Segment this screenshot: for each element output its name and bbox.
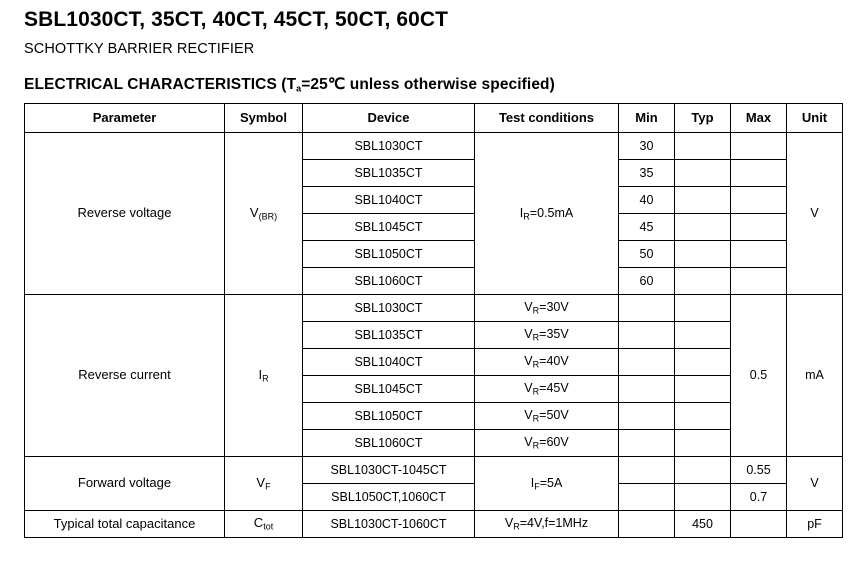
column-header-unit: Unit <box>787 104 843 133</box>
condition-rest: =5A <box>539 475 563 490</box>
test-condition-cell-reverse-voltage <box>475 133 619 295</box>
min-cell: 45 <box>619 214 675 241</box>
min-cell: 35 <box>619 160 675 187</box>
symbol-sub: (BR) <box>258 210 278 221</box>
condition-main: V <box>524 435 533 450</box>
typ-cell <box>675 241 731 268</box>
device-cell: SBL1040CT <box>303 187 475 214</box>
symbol-sub: F <box>265 480 271 491</box>
test-condition-cell <box>475 349 619 376</box>
max-cell <box>731 214 787 241</box>
condition-rest: =0.5mA <box>529 205 574 220</box>
page-subtitle: SCHOTTKY BARRIER RECTIFIER <box>24 41 255 57</box>
condition-sub: R <box>532 332 540 343</box>
device-cell: SBL1050CT <box>303 241 475 268</box>
symbol-main: V <box>249 204 259 220</box>
table-row <box>25 295 843 322</box>
condition-rest: =4V,f=1MHz <box>519 516 589 531</box>
electrical-characteristics-table-wrap <box>24 103 842 538</box>
page-title: SBL1030CT, 35CT, 40CT, 45CT, 50CT, 60CT <box>24 8 449 31</box>
condition-sub: R <box>523 210 530 221</box>
min-cell <box>619 430 675 457</box>
min-cell <box>619 457 675 484</box>
table-row <box>25 511 843 538</box>
device-cell: SBL1035CT <box>303 160 475 187</box>
device-cell: SBL1035CT <box>303 322 475 349</box>
test-condition-cell <box>475 376 619 403</box>
device-cell: SBL1060CT <box>303 268 475 295</box>
unit-cell-reverse-current: mA <box>787 295 843 457</box>
min-cell <box>619 295 675 322</box>
symbol-main: I <box>258 366 263 382</box>
section-heading: ELECTRICAL CHARACTERISTICS ($T_a=25℃$ unless otherwise specified) <box>24 76 555 94</box>
column-header-test-conditions: Test conditions <box>475 104 619 133</box>
max-cell: 0.55 <box>731 457 787 484</box>
test-condition-cell <box>475 295 619 322</box>
typ-cell <box>675 430 731 457</box>
unit-cell-reverse-voltage: V <box>787 133 843 295</box>
datasheet-page <box>0 8 866 571</box>
min-cell <box>619 511 675 538</box>
condition-sub: R <box>532 305 540 316</box>
condition-main: V <box>524 408 533 423</box>
column-header-device: Device <box>303 104 475 133</box>
table-row <box>25 457 843 484</box>
condition-sub: R <box>513 521 520 532</box>
condition-rest: =40V <box>539 354 569 369</box>
min-cell: 30 <box>619 133 675 160</box>
device-cell: SBL1030CT-1045CT <box>303 457 475 484</box>
condition-sub: R <box>532 440 540 451</box>
electrical-characteristics-table <box>24 103 843 538</box>
condition-main: V <box>524 354 533 369</box>
parameter-cell-typical-total-capacitance: Typical total capacitance <box>25 511 225 538</box>
typ-cell <box>675 349 731 376</box>
table-body <box>25 133 843 538</box>
unit-cell-typical-total-capacitance: pF <box>787 511 843 538</box>
device-cell: SBL1045CT <box>303 214 475 241</box>
typ-cell <box>675 403 731 430</box>
max-cell <box>731 511 787 538</box>
device-cell: SBL1045CT <box>303 376 475 403</box>
typ-cell <box>675 187 731 214</box>
min-cell <box>619 403 675 430</box>
condition-main: V <box>504 516 514 531</box>
device-cell: SBL1030CT-1060CT <box>303 511 475 538</box>
condition-rest: =45V <box>539 381 569 396</box>
condition-rest: =30V <box>539 300 569 315</box>
min-cell: 50 <box>619 241 675 268</box>
max-cell <box>731 268 787 295</box>
typ-cell <box>675 376 731 403</box>
device-cell: SBL1030CT <box>303 133 475 160</box>
column-header-max: Max <box>731 104 787 133</box>
table-row <box>25 133 843 160</box>
typ-cell <box>675 160 731 187</box>
symbol-sub: tot <box>263 521 274 532</box>
typ-cell: 450 <box>675 511 731 538</box>
test-condition-cell-forward-voltage <box>475 457 619 511</box>
symbol-cell-reverse-voltage <box>225 133 303 295</box>
typ-cell <box>675 322 731 349</box>
condition-sub: R <box>532 359 540 370</box>
condition-rest: =50V <box>539 408 569 423</box>
max-cell <box>731 160 787 187</box>
condition-main: V <box>524 327 533 342</box>
symbol-main: C <box>253 515 264 531</box>
symbol-cell-typical-total-capacitance <box>225 511 303 538</box>
table-header <box>25 104 843 133</box>
min-cell: 40 <box>619 187 675 214</box>
table-header-row <box>25 104 843 133</box>
device-cell: SBL1030CT <box>303 295 475 322</box>
symbol-main: V <box>256 474 266 490</box>
symbol-sub: R <box>262 372 269 383</box>
parameter-cell-reverse-current: Reverse current <box>25 295 225 457</box>
min-cell: 60 <box>619 268 675 295</box>
test-condition-cell <box>475 511 619 538</box>
device-cell: SBL1040CT <box>303 349 475 376</box>
test-condition-cell <box>475 322 619 349</box>
typ-cell <box>675 268 731 295</box>
column-header-min: Min <box>619 104 675 133</box>
device-cell: SBL1060CT <box>303 430 475 457</box>
condition-main: V <box>524 381 533 396</box>
typ-cell <box>675 214 731 241</box>
test-condition-cell <box>475 430 619 457</box>
device-cell: SBL1050CT <box>303 403 475 430</box>
column-header-symbol: Symbol <box>225 104 303 133</box>
condition-rest: =35V <box>539 327 569 342</box>
min-cell <box>619 349 675 376</box>
condition-main: I <box>519 205 524 220</box>
column-header-parameter: Parameter <box>25 104 225 133</box>
typ-cell <box>675 295 731 322</box>
parameter-cell-forward-voltage: Forward voltage <box>25 457 225 511</box>
symbol-cell-reverse-current <box>225 295 303 457</box>
typ-cell <box>675 484 731 511</box>
condition-main: V <box>524 300 533 315</box>
max-cell <box>731 241 787 268</box>
min-cell <box>619 322 675 349</box>
typ-cell <box>675 133 731 160</box>
max-cell: 0.7 <box>731 484 787 511</box>
test-condition-cell <box>475 403 619 430</box>
min-cell <box>619 376 675 403</box>
condition-rest: =60V <box>539 435 569 450</box>
typ-cell <box>675 457 731 484</box>
max-cell <box>731 133 787 160</box>
condition-main: I <box>530 475 535 490</box>
parameter-cell-reverse-voltage: Reverse voltage <box>25 133 225 295</box>
device-cell: SBL1050CT,1060CT <box>303 484 475 511</box>
unit-cell-forward-voltage: V <box>787 457 843 511</box>
max-cell <box>731 187 787 214</box>
column-header-typ: Typ <box>675 104 731 133</box>
min-cell <box>619 484 675 511</box>
symbol-cell-forward-voltage <box>225 457 303 511</box>
max-cell-reverse-current: 0.5 <box>731 295 787 457</box>
condition-sub: F <box>534 480 540 491</box>
condition-sub: R <box>532 413 540 424</box>
condition-sub: R <box>532 386 540 397</box>
